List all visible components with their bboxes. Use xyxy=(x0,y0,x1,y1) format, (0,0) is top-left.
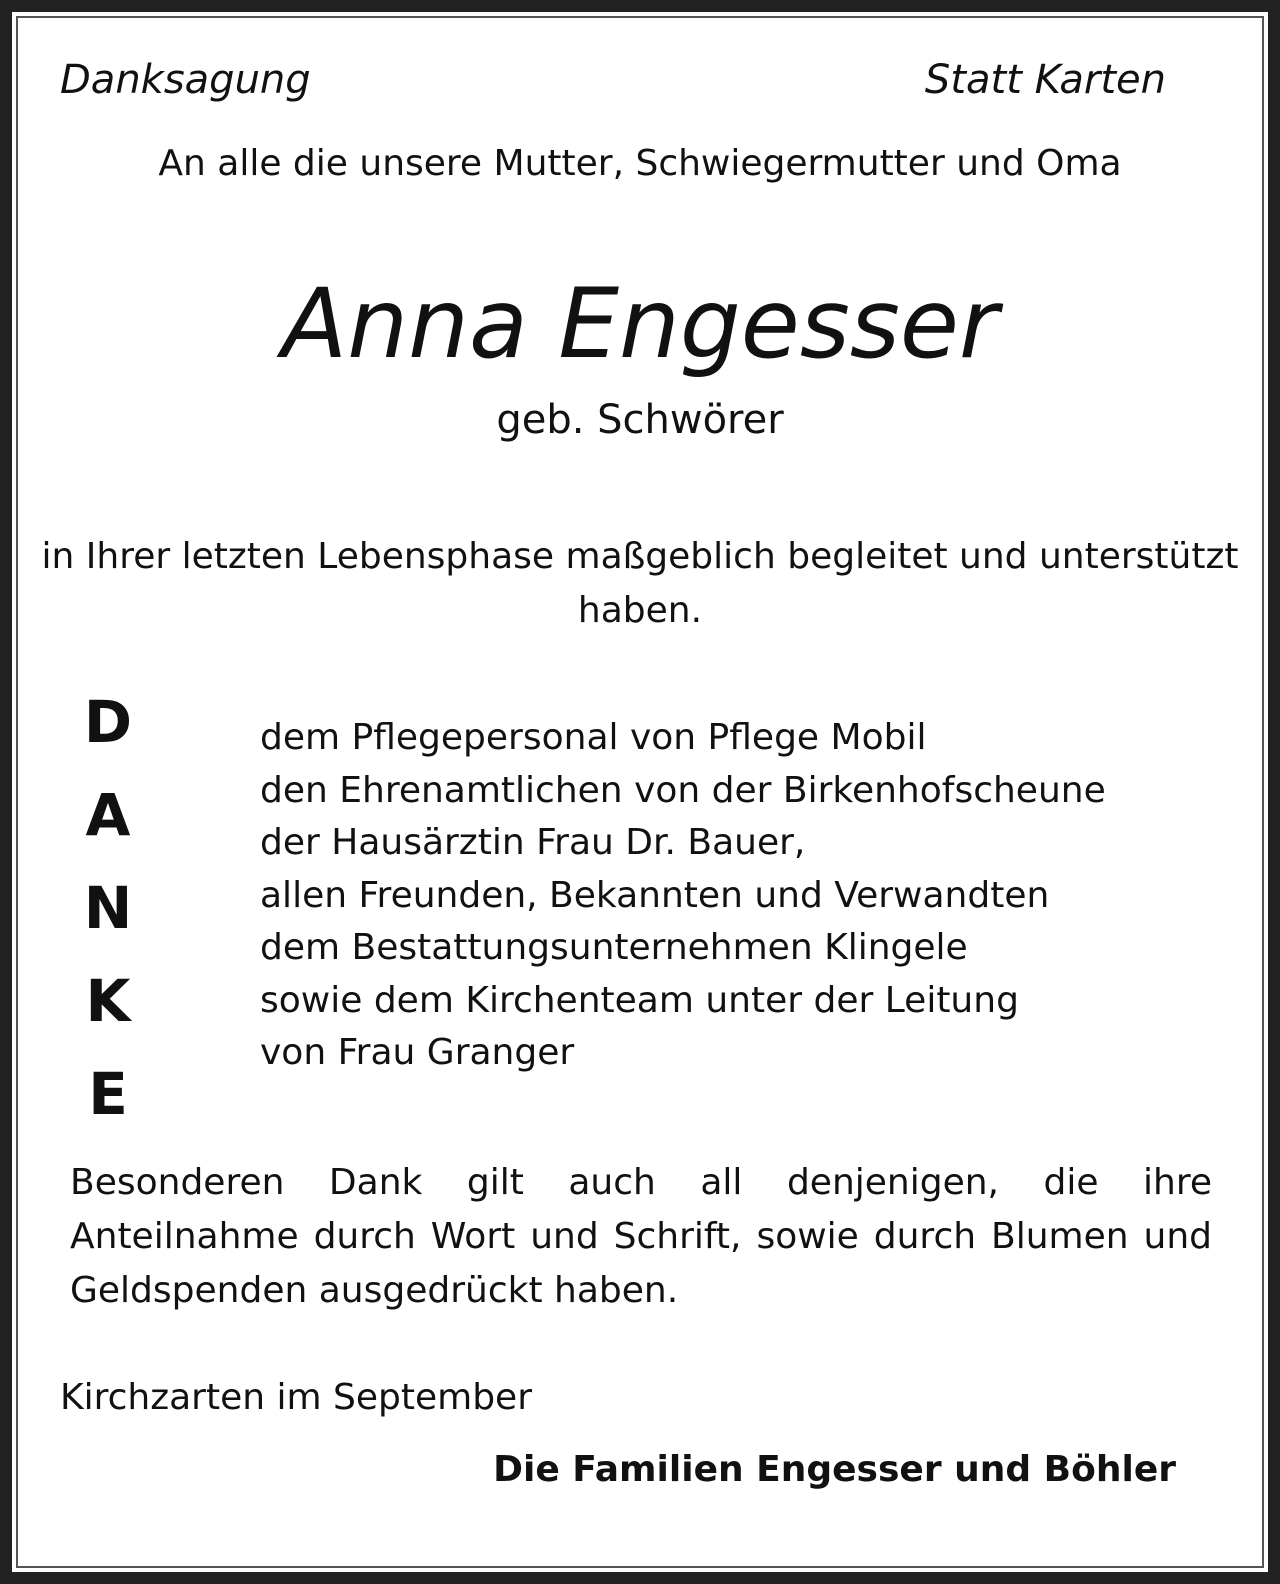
danke-vertical-word xyxy=(76,676,140,1141)
family-signature: Die Familien Engesser und Böhler xyxy=(493,1449,1176,1490)
danke-letter: E xyxy=(88,1060,128,1128)
danke-letter: K xyxy=(85,967,131,1035)
danke-letter: A xyxy=(85,781,131,849)
header-left-label: Danksagung xyxy=(60,57,311,103)
place-and-date: Kirchzarten im September xyxy=(60,1377,533,1418)
danke-letter: D xyxy=(83,688,133,756)
deceased-name: Anna Engesser xyxy=(281,268,999,380)
list-item: dem Pflegepersonal von Pflege Mobil xyxy=(260,717,927,758)
list-item: von Frau Granger xyxy=(260,1032,575,1073)
list-item: sowie dem Kirchenteam unter der Leitung xyxy=(260,979,1019,1021)
danke-letter: N xyxy=(83,874,133,942)
header-right-label: Statt Karten xyxy=(924,57,1166,103)
recipients-list xyxy=(260,712,1106,1080)
birth-name: geb. Schwörer xyxy=(496,397,784,443)
list-item: der Hausärztin Frau Dr. Bauer, xyxy=(260,822,806,863)
special-thanks-paragraph: Besonderen Dank gilt auch all denjenigen, die ihre Anteilnahme durch Wort und Schrift, sowie durch Blumen und Geldspenden ausgedrückt haben. xyxy=(70,1162,1212,1311)
intro-line: An alle die unsere Mutter, Schwiegermutter und Oma xyxy=(158,143,1122,184)
phase-text: in Ihrer letzten Lebensphase maßgeblich begleitet und unterstützt haben. xyxy=(41,536,1239,631)
list-item: dem Bestattungsunternehmen Klingele xyxy=(260,927,968,968)
list-item: allen Freunden, Bekannten und Verwandten xyxy=(260,874,1050,916)
list-item: den Ehrenamtlichen von der Birkenhofscheune xyxy=(260,769,1106,811)
